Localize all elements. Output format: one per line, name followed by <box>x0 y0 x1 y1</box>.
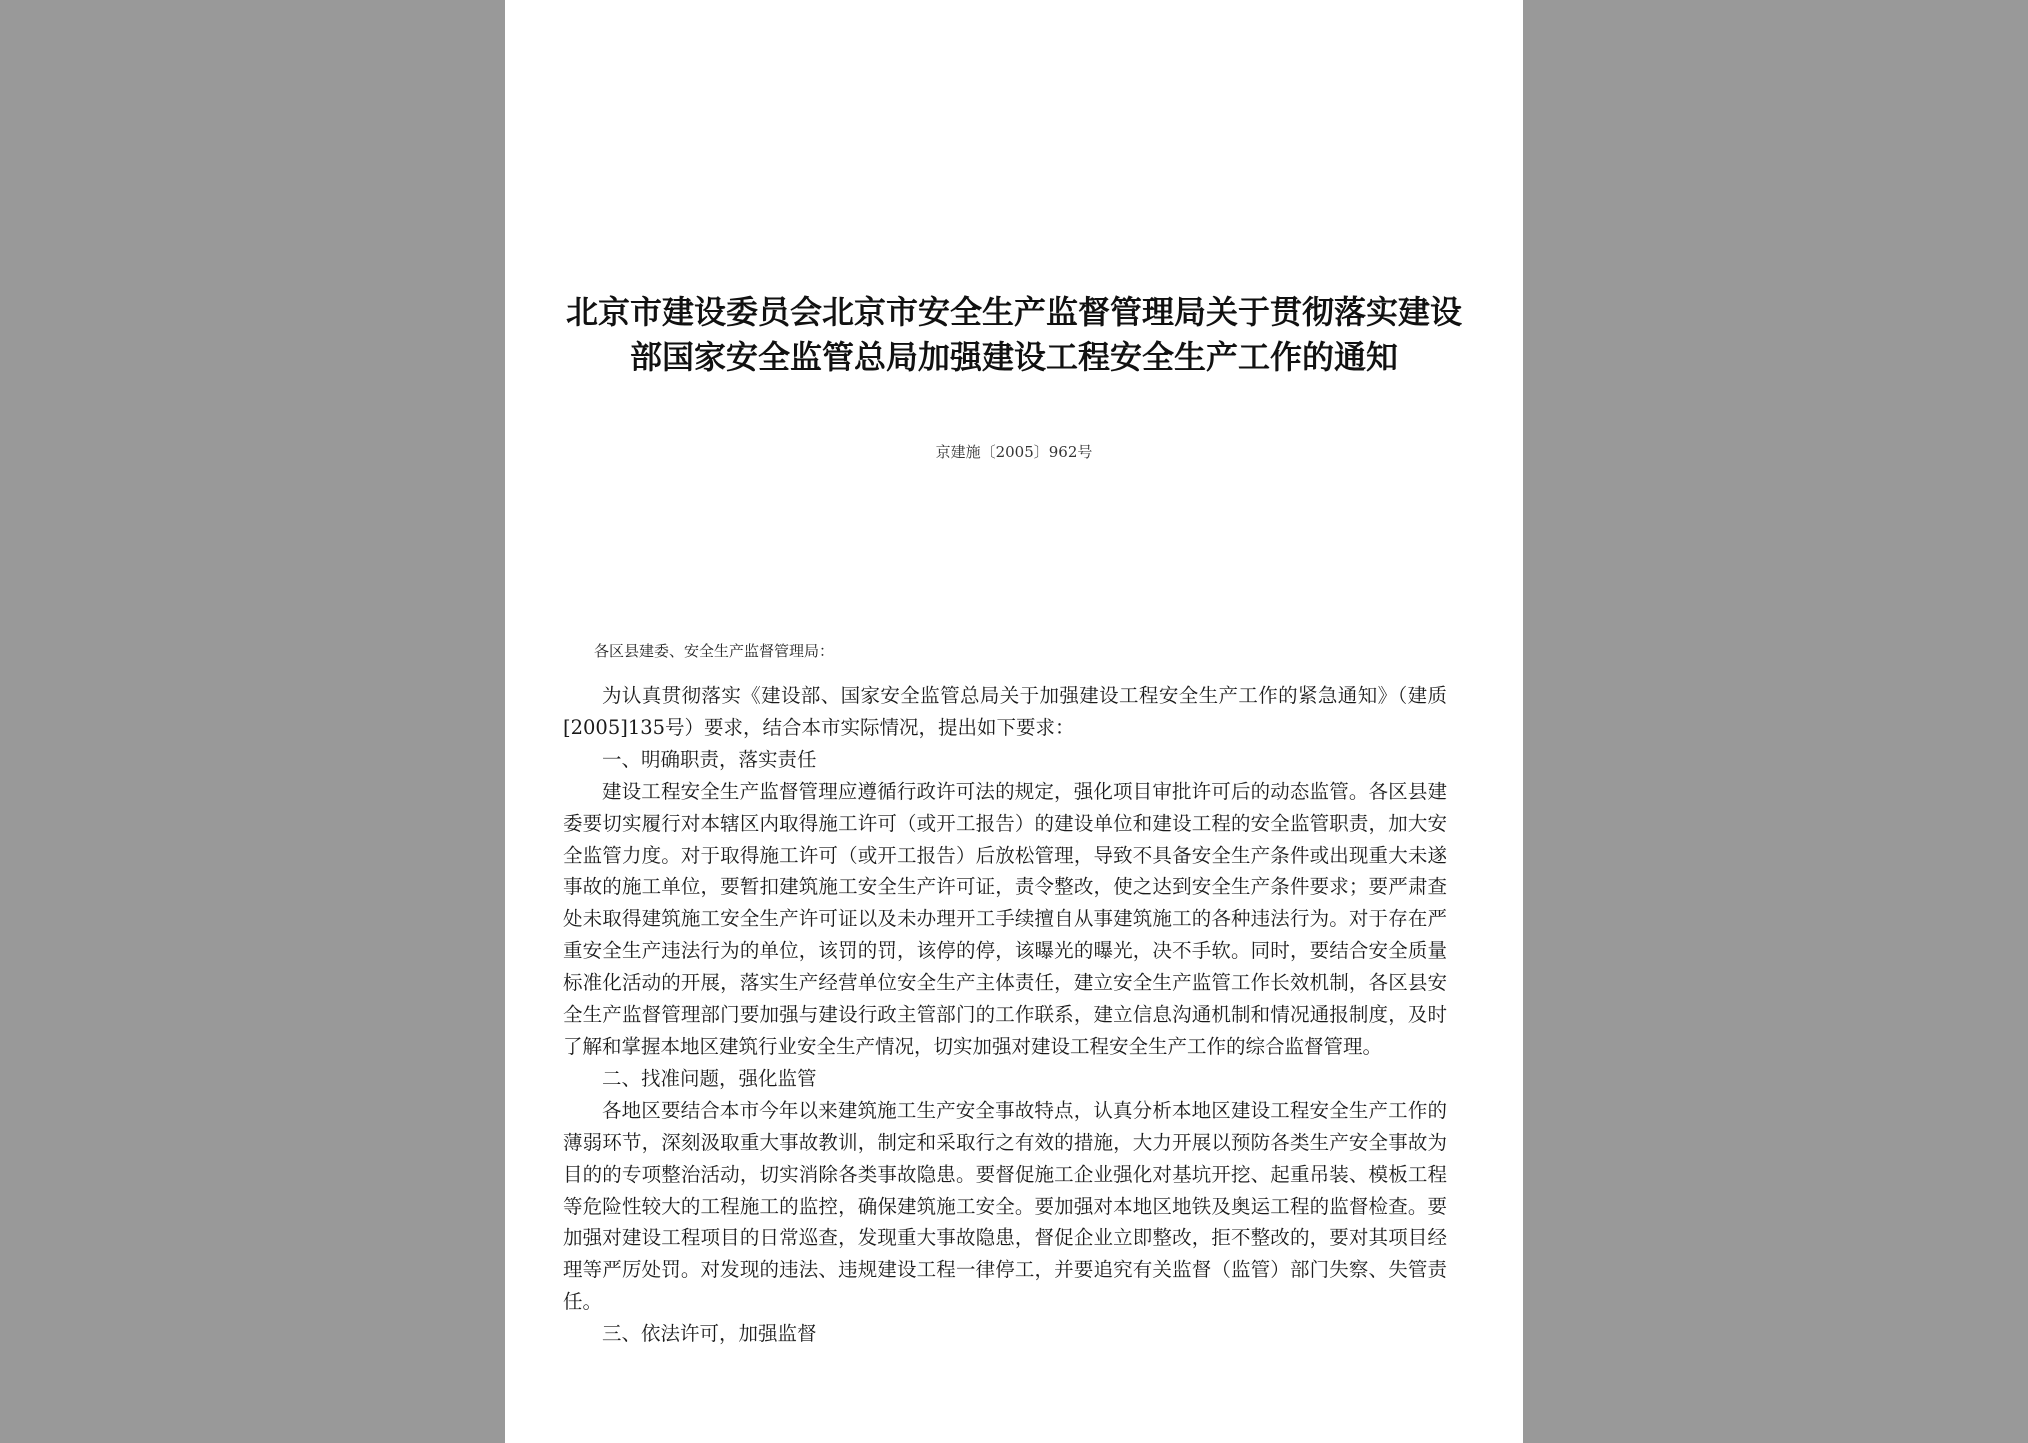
salutation: 各区县建委、安全生产监督管理局： <box>594 642 835 660</box>
paragraph-intro: 为认真贯彻落实《建设部、国家安全监管总局关于加强建设工程安全生产工作的紧急通知》（建质[2005]135号）要求，结合本市实际情况，提出如下要求： <box>563 684 1447 739</box>
section-heading-3: 三、依法许可，加强监督 <box>602 1322 817 1346</box>
document-title: 北京市建设委员会北京市安全生产监督管理局关于贯彻落实建设部国家安全监管总局加强建设工程安全生产工作的通知 <box>565 293 1462 376</box>
section-heading-2: 二、找准问题，强化监管 <box>602 1066 817 1090</box>
section-heading-1: 一、明确职责，落实责任 <box>602 747 817 771</box>
paragraph-section-2: 各地区要结合本市今年以来建筑施工生产安全事故特点，认真分析本地区建设工程安全生产工作的薄弱环节，深刻汲取重大事故教训，制定和采取行之有效的措施，大力开展以预防各类生产安全事故为目的的专项整治活动，切实消除各类事故隐患。要督促施工企业强化对基坑开挖、起重吊装、模板工程等危险性较大的工程施工的监控，确保建筑施工安全。要加强对本地区地铁及奥运工程的监督检查。要加强对建设工程项目的日常巡查，发现重大事故隐患，督促企业立即整改，拒不整改的，要对其项目经理等严厉处罚。对发现的违法、违规建设工程一律停工，并要追究有关监督（监管）部门失察、失管责任。 <box>563 1098 1447 1314</box>
document-number: 京建施〔2005〕962号 <box>935 443 1093 461</box>
paragraph-section-1: 建设工程安全生产监督管理应遵循行政许可法的规定，强化项目审批许可后的动态监管。各区县建委要切实履行对本辖区内取得施工许可（或开工报告）的建设单位和建设工程的安全监管职责，加大安全监管力度。对于取得施工许可（或开工报告）后放松管理，导致不具备安全生产条件或出现重大未遂事故的施工单位，要暂扣建筑施工安全生产许可证，责令整改，使之达到安全生产条件要求；要严肃查处未取得建筑施工安全生产许可证以及未办理开工手续擅自从事建筑施工的各种违法行为。对于存在严重安全生产违法行为的单位，该罚的罚，该停的停，该曝光的曝光，决不手软。同时，要结合安全质量标准化活动的开展，落实生产经营单位安全生产主体责任，建立安全生产监管工作长效机制，各区县安全生产监督管理部门要加强与建设行政主管部门的工作联系，建立信息沟通机制和情况通报制度，及时了解和掌握本地区建筑行业安全生产情况，切实加强对建设工程安全生产工作的综合监督管理。 <box>563 779 1447 1058</box>
document-body <box>563 680 1447 1350</box>
document-page <box>505 0 1523 1443</box>
